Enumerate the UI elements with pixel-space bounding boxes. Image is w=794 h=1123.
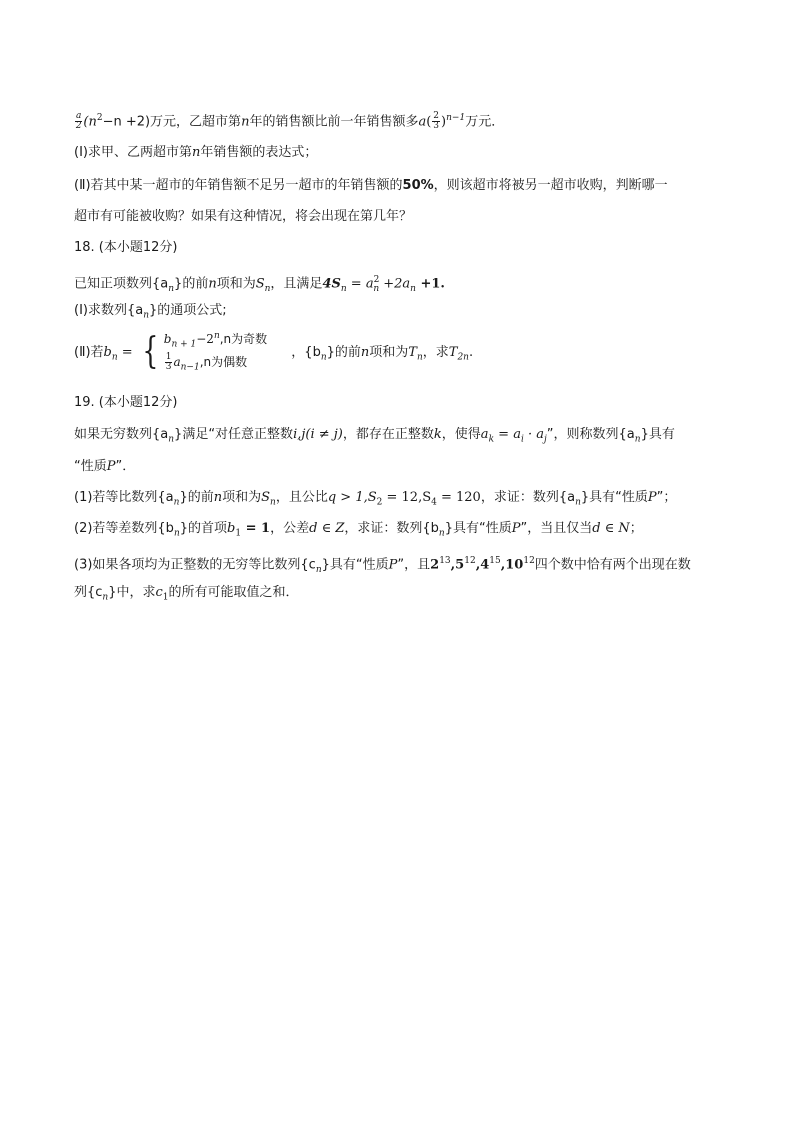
case-odd: $b_{n + 1}-2^n,n$为奇数 — [163, 331, 268, 350]
q17-part2-line1: (Ⅱ)若其中某一超市的年销售额不足另一超市的年销售额的50%，则该超市将被另一超市收购，判断哪一 — [74, 178, 668, 193]
q19-part3-line2: 列$\{c_n\}$中，求$c_1$的所有可能取值之和． — [74, 585, 299, 603]
q18-part1: (Ⅰ)求数列$\{a_n\}$的通项公式; — [74, 303, 227, 321]
fraction-2-over-3: $\frac{2}{3}$ — [433, 111, 440, 132]
q18-header: 18. (本小题12分) — [74, 240, 178, 255]
q19-part1: (1)若等比数列$\{a_n\}$的前n项和为$S_n$，且公比$q > 1,S_2 = 12,S_4 = 120$，求证：数列$\{a_n\}$具有“性质P”； — [74, 490, 677, 508]
q19-header: 19. (本小题12分) — [74, 395, 178, 410]
case-even: $\frac{1}{3}$ $a_{n-1},n$为偶数 — [165, 352, 248, 373]
q18-stem: 已知正项数列$\{a_n\}$的前n项和为$S_n$，且满足$4S_n = a^2_n +2a_n +1$. — [74, 275, 445, 294]
q19-stem-line2: “性质P”． — [74, 459, 136, 474]
q19-part3-line1: (3)如果各项均为正整数的无穷等比数列$\{c_n\}$具有“性质P”，且$2^{13},5^{12},4^{15},10^{12}$四个数中恰有两个出现在数 — [74, 556, 691, 575]
fraction-a-over-2: $\frac{a}{2}$ — [75, 111, 82, 132]
q18-part2: (Ⅱ)若$b_n$ = { $b_{n + 1}-2^n,n$为奇数 $\frac{1}{3}$ $a_{n-1},n$为偶数 ，$\{b_n\}$的前n项和为$T_n$，求$T_{2n}$. — [74, 328, 734, 374]
left-brace: { — [142, 331, 159, 373]
q19-stem-line1: 如果无穷数列$\{a_n\}$满足“对任意正整数i,j(i ≠ j)，都存在正整数k，使得$a_k = a_i \cdot a_j$”，则称数列$\{a_n\}$具有 — [74, 427, 675, 445]
q19-part2: (2)若等差数列$\{b_n\}$的首项$b_1 = 1$，公差d ∈ Z，求证：数列$\{b_n\}$具有“性质P”，当且仅当d ∈ N； — [74, 521, 643, 539]
piecewise-definition — [137, 328, 267, 377]
q17-line1: $\frac{a}{2}$ $(n^2-n +2)$万元，乙超市第n年的销售额比前一年销售额多a( $\frac{2}{3}$ )$^{n-1}$万元． — [75, 111, 505, 132]
q17-part1: (Ⅰ)求甲、乙两超市第n年销售额的表达式； — [74, 145, 318, 160]
q17-part2-line2: 超市有可能被收购？如果有这种情况，将会出现在第几年？ — [74, 209, 413, 224]
